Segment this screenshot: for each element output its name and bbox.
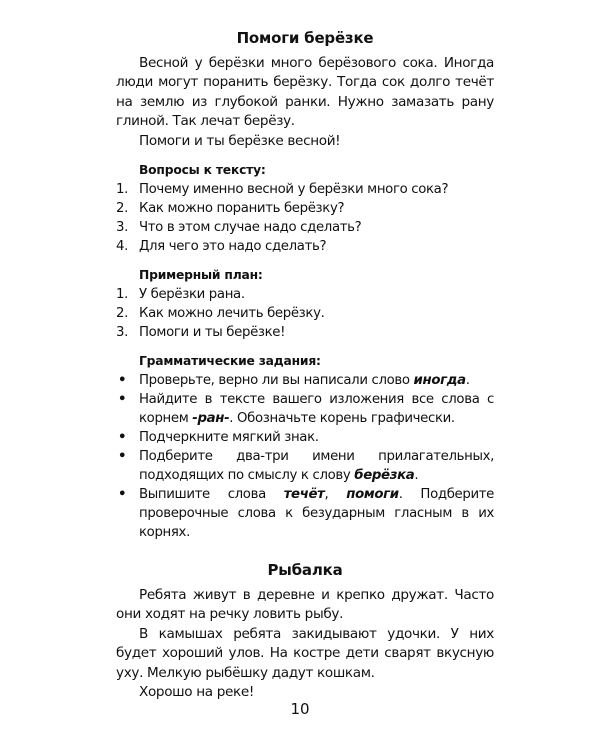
paragraph: Весной у берёзки много берёзового сока. Иногда люди могут поранить берёзку. Тогда сок долго течёт на землю из глубокой ранки. Нужно замазать рану глиной. Так лечат берёзу. xyxy=(116,55,494,130)
bullet-icon: • xyxy=(118,392,127,408)
bullet-icon: • xyxy=(118,449,127,465)
grammar-heading: Грамматические задания: xyxy=(139,354,321,369)
list-number: 4. xyxy=(116,239,128,255)
list-item-text: Как можно лечить берёзку. xyxy=(139,306,325,322)
list-number: 3. xyxy=(116,220,128,236)
list-number: 2. xyxy=(116,201,128,217)
keyword: иногда xyxy=(413,373,466,389)
page-number: 10 xyxy=(290,700,310,718)
list-number: 2. xyxy=(116,306,128,322)
list-item xyxy=(116,304,494,323)
list-item-text: Почему именно весной у берёзки много сока? xyxy=(139,182,449,198)
bullet-icon: • xyxy=(118,373,127,389)
page-content xyxy=(116,28,494,702)
list-item: • Проверьте, верно ли вы написали слово иногда. xyxy=(118,373,470,389)
list-item: • Подберите два-три имени прилагательных, подходящих по смыслу к слову берёзка. xyxy=(118,449,494,484)
list-number: 1. xyxy=(116,182,128,198)
bullet-icon: • xyxy=(118,487,127,503)
keyword: помоги xyxy=(346,487,399,503)
list-item-text: Что в этом случае надо сделать? xyxy=(139,220,362,236)
paragraph: В камышах ребята закидывают удочки. У них будет хороший улов. На костре дети сварят вкусную уху. Мелкую рыбёшку дадут кошкам. xyxy=(116,625,494,681)
list-item: • Найдите в тексте вашего изложения все слова с корнем -ран-. Обозначьте корень графически. xyxy=(118,392,494,427)
questions-list xyxy=(116,180,494,256)
keyword: берёзка xyxy=(354,468,415,484)
section-title-beryozka: Помоги берёзке xyxy=(236,29,374,47)
plan-heading: Примерный план: xyxy=(139,268,263,283)
list-item: • Подчеркните мягкий знак. xyxy=(118,430,319,446)
list-item-text: Для чего это надо сделать? xyxy=(139,239,327,255)
list-number: 1. xyxy=(116,287,128,303)
paragraph: Ребята живут в деревне и крепко дружат. Часто они ходят на речку ловить рыбу. xyxy=(116,587,494,623)
list-number: 3. xyxy=(116,325,128,341)
questions-heading: Вопросы к тексту: xyxy=(139,163,266,178)
list-item: • Выпишите слова течёт, помоги. Подберите проверочные слова к безударным гласным в их корнях. xyxy=(118,487,494,541)
bullet-icon: • xyxy=(118,430,127,446)
list-item xyxy=(116,199,494,218)
plan-list xyxy=(116,285,494,342)
list-item-text: Помоги и ты берёзке! xyxy=(139,325,286,341)
list-item-text: У берёзки рана. xyxy=(139,287,245,303)
paragraph: Хорошо на реке! xyxy=(139,684,254,701)
keyword: течёт xyxy=(283,487,325,503)
list-item xyxy=(116,180,494,199)
paragraph: Помоги и ты берёзке весной! xyxy=(139,132,341,149)
keyword: -ран- xyxy=(192,411,230,427)
grammar-tasks-list xyxy=(116,371,494,542)
list-item xyxy=(116,285,494,304)
section-title-rybalka: Рыбалка xyxy=(267,561,343,580)
list-item xyxy=(116,218,494,237)
list-item-text: Как можно поранить берёзку? xyxy=(139,201,345,217)
list-item xyxy=(116,323,494,342)
list-item xyxy=(116,237,494,256)
